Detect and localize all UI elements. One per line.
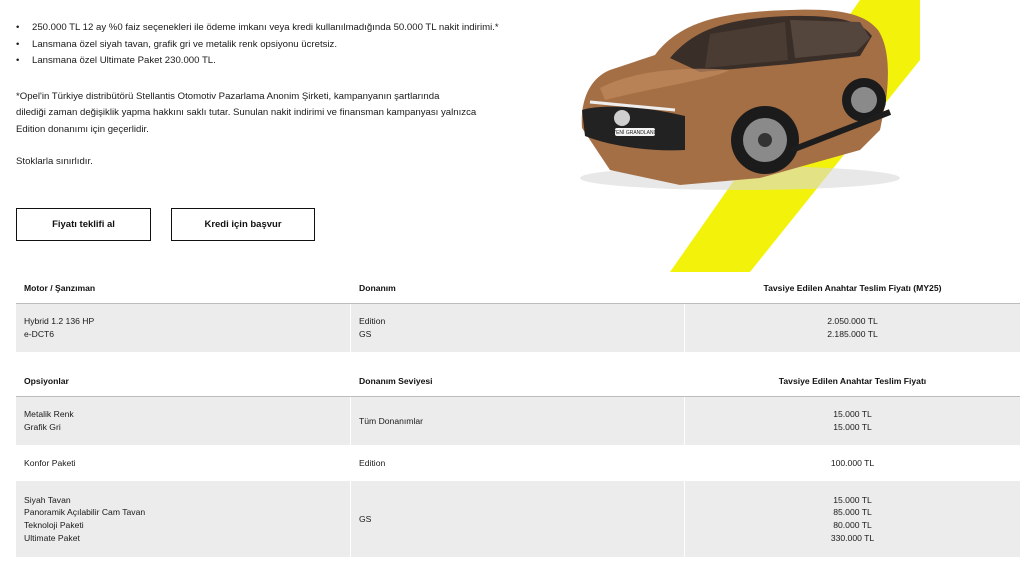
motor-cell [16,304,350,352]
stock-notice: Stoklarla sınırlıdır. [16,156,93,167]
option-price: 80.000 TL [833,520,872,530]
option-name: Ultimate Paket [24,532,80,543]
apply-credit-button[interactable]: Kredi için başvur [171,208,315,241]
table-row [16,481,1020,557]
options-cell [16,445,350,481]
header-motor: Motor / Şanzıman [16,273,350,303]
header-trim: Donanım [350,273,684,303]
options-table [16,366,1020,557]
header-option-price: Tavsiye Edilen Anahtar Teslim Fiyatı [684,366,1020,396]
option-price: 15.000 TL [833,494,872,505]
price-value: 2.185.000 TL [827,329,878,339]
table-row [16,304,1020,352]
header-options: Opsiyonlar [16,366,350,396]
options-table-header [16,366,1020,397]
header-price: Tavsiye Edilen Anahtar Teslim Fiyatı (MY25) [684,273,1020,303]
level-cell: GS [350,481,684,557]
promo-bullet-3: • Lansmana özel Ultimate Paket 230.000 TL. [16,53,536,70]
promo-bullet-1: • 250.000 TL 12 ay %0 faiz seçenekleri ile ödeme imkanı veya kredi kullanılmadığında 50.000 TL nakit indirimi.* [16,20,536,37]
trim-value: GS [359,329,372,339]
option-price-cell [684,397,1020,445]
motor-value: Hybrid 1.2 136 HP [24,316,95,327]
option-name: Konfor Paketi [24,457,76,468]
option-price-cell [684,481,1020,557]
gearbox-value: e-DCT6 [24,329,55,339]
price-cell [684,304,1020,352]
get-quote-button[interactable]: Fiyatı teklifi al [16,208,151,241]
option-price: 85.000 TL [833,507,872,518]
legal-line-3: Edition donanımı için geçerlidir. [16,123,149,135]
price-value: 2.050.000 TL [827,316,878,327]
promo-text [16,20,536,171]
legal-disclaimer [16,89,536,139]
option-price-cell [684,445,1020,481]
promo-bullet-2: • Lansmana özel siyah tavan, grafik gri ve metalik renk opsiyonu ücretsiz. [16,37,536,54]
options-cell [16,481,350,557]
front-plate-text: YENİ GRANDLAND [612,130,658,136]
hero-car-image [560,0,920,272]
option-price: 15.000 TL [833,422,872,432]
option-price: 330.000 TL [830,532,875,543]
trim-value: Edition [359,316,386,327]
legal-line-1: *Opel'in Türkiye distribütörü Stellantis Otomotiv Pazarlama Anonim Şirketi, kampanyanın şartlarında [16,90,440,102]
option-name: Teknoloji Paketi [24,520,84,530]
table-row [16,445,1020,481]
option-name: Panoramik Açılabilir Cam Tavan [24,507,146,518]
price-table-header [16,273,1020,304]
promo-bullet-list [16,20,536,70]
price-table [16,273,1020,352]
legal-line-2: dilediği zaman değişiklik yapma hakkını saklı tutar. Sunulan nakit indirimi ve finansman kampanyası yalnızca [16,107,477,118]
level-cell: Tüm Donanımlar [350,397,684,445]
level-cell: Edition [350,445,684,481]
option-name: Grafik Gri [24,422,61,432]
car-illustration [560,0,920,272]
trim-cell [350,304,684,352]
option-name: Siyah Tavan [24,494,71,505]
option-price: 15.000 TL [833,409,872,420]
options-cell [16,397,350,445]
option-name: Metalik Renk [24,409,74,420]
header-level: Donanım Seviyesi [350,366,684,396]
table-row [16,397,1020,445]
option-price: 100.000 TL [830,457,875,468]
